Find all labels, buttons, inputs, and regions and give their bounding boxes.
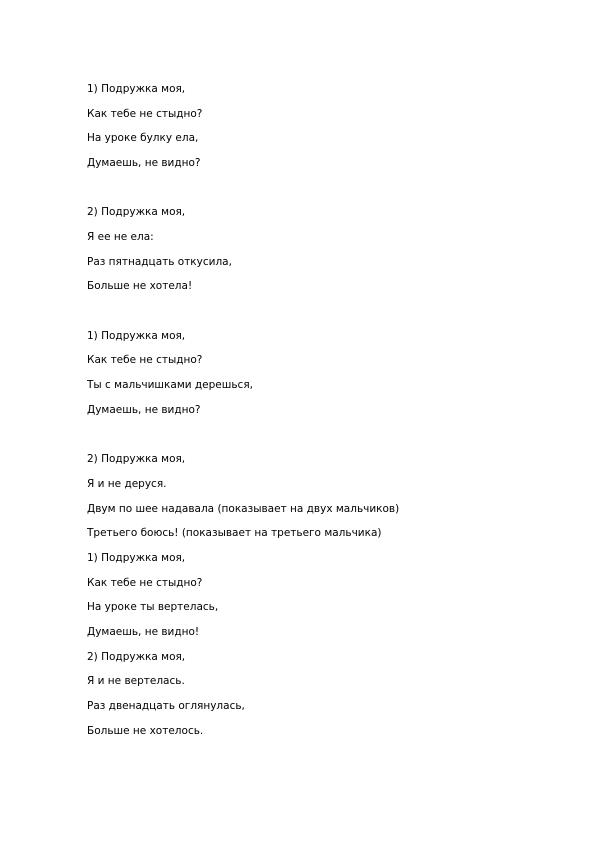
poem-line: Думаешь, не видно! bbox=[87, 626, 200, 638]
poem-line: Как тебе не стыдно? bbox=[87, 354, 203, 366]
poem-line: На уроке ты вертелась, bbox=[87, 601, 219, 613]
poem-line: Думаешь, не видно? bbox=[87, 404, 201, 416]
poem-line: Больше не хотела! bbox=[87, 280, 193, 292]
poem-line: 1) Подружка моя, bbox=[87, 330, 186, 342]
poem-line: 1) Подружка моя, bbox=[87, 83, 186, 95]
poem-line: Я и не деруся. bbox=[87, 478, 167, 490]
poem-line: Больше не хотелось. bbox=[87, 725, 204, 737]
poem-line: Раз двенадцать оглянулась, bbox=[87, 700, 245, 712]
poem-line: Двум по шее надавала (показывает на двух мальчиков) bbox=[87, 503, 400, 515]
poem-line: 2) Подружка моя, bbox=[87, 206, 186, 218]
poem-line: Третьего боюсь! (показывает на третьего мальчика) bbox=[87, 527, 382, 539]
poem-line: Как тебе не стыдно? bbox=[87, 108, 203, 120]
poem-line: Раз пятнадцать откусила, bbox=[87, 256, 232, 268]
poem-line: 2) Подружка моя, bbox=[87, 651, 186, 663]
poem-line: На уроке булку ела, bbox=[87, 132, 199, 144]
poem-line: Думаешь, не видно? bbox=[87, 157, 201, 169]
poem-line: Я ее не ела: bbox=[87, 231, 154, 243]
poem-line: Как тебе не стыдно? bbox=[87, 577, 203, 589]
poem-line: 1) Подружка моя, bbox=[87, 552, 186, 564]
poem-line: Ты с мальчишками дерешься, bbox=[87, 379, 253, 391]
poem-line: 2) Подружка моя, bbox=[87, 453, 186, 465]
poem-line: Я и не вертелась. bbox=[87, 675, 185, 687]
